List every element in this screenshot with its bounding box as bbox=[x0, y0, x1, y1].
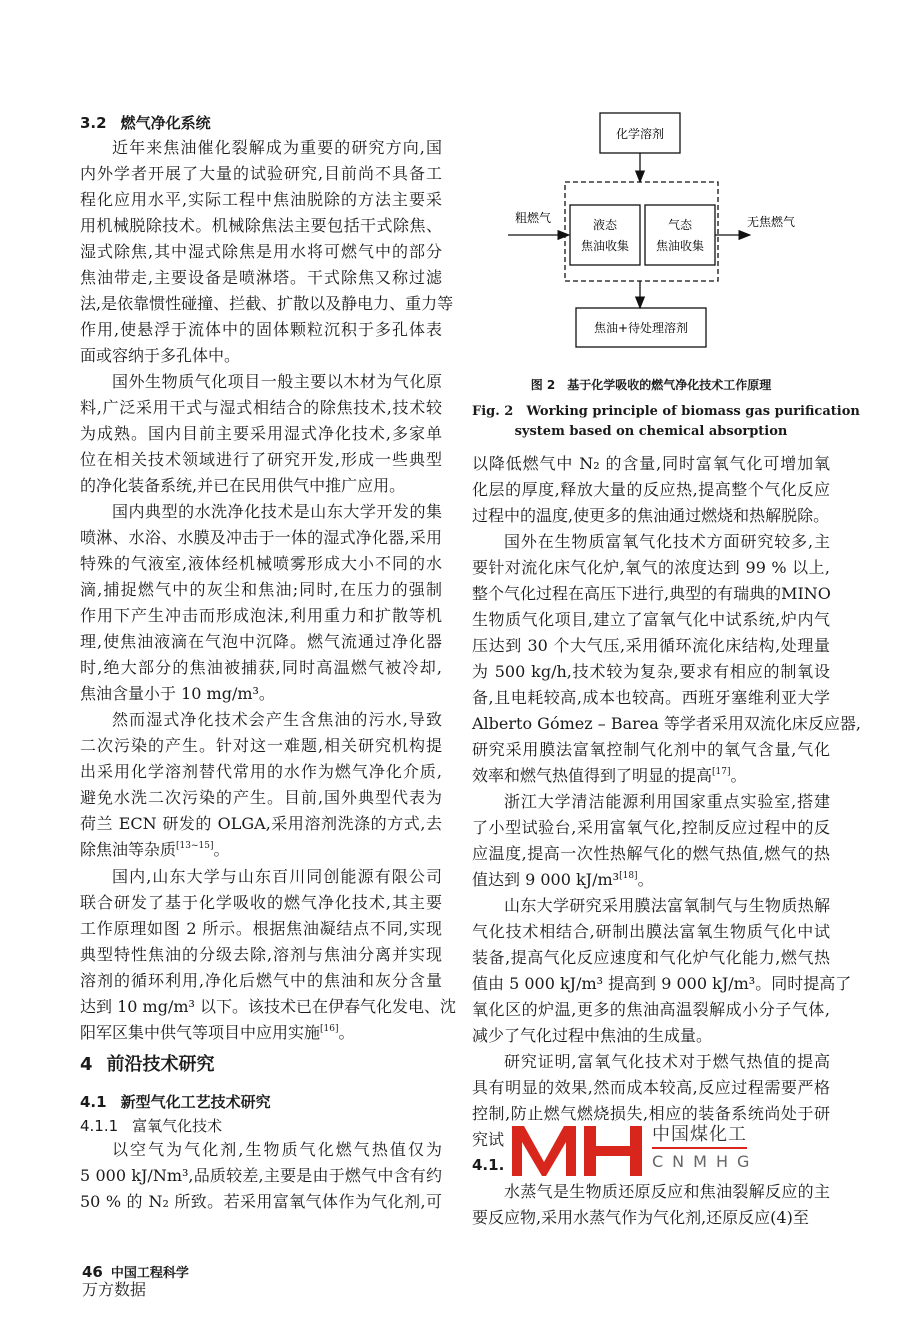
figure-caption-en: system based on chemical absorption bbox=[514, 424, 788, 439]
citation: [17] bbox=[712, 767, 731, 777]
paragraph bbox=[80, 369, 442, 499]
text-line: 整个气化过程在高压下进行,典型的有瑞典的MINO bbox=[472, 584, 831, 603]
text-line: 水蒸气是生物质还原反应和焦油裂解反应的主 bbox=[504, 1182, 830, 1201]
paragraph bbox=[472, 1179, 830, 1231]
text-line: 备,且电耗较高,成本也较高。西班牙塞维利亚大学 bbox=[472, 688, 830, 707]
text-line: 效率和燃气热值得到了明显的提高[17]。 bbox=[472, 766, 747, 785]
text-line: 浙江大学清洁能源利用国家重点实验室,搭建 bbox=[504, 792, 830, 811]
text-line: 作用,使悬浮于流体中的固体颗粒沉积于多孔体表 bbox=[80, 320, 442, 339]
paragraph bbox=[472, 451, 830, 529]
paragraph bbox=[472, 789, 830, 893]
text-line: 焦油含量小于 10 mg/m³。 bbox=[80, 684, 275, 703]
text-line: 要反应物,采用水蒸气作为气化剂,还原反应(4)至 bbox=[472, 1208, 809, 1227]
text-line: 工作原理如图 2 所示。根据焦油凝结点不同,实现 bbox=[80, 919, 442, 938]
section-title: 新型气化工艺技术研究 bbox=[120, 1093, 271, 1111]
citation: [13~15] bbox=[176, 841, 214, 851]
text-line: 5 000 kJ/Nm³,品质较差,主要是由于燃气中含有约 bbox=[80, 1166, 442, 1185]
text-line: 时,绝大部分的焦油被捕获,同时高温燃气被冷却, bbox=[80, 658, 442, 677]
text-line: 除焦油等杂质[13~15]。 bbox=[80, 840, 230, 859]
text-line: 过程中的温度,使更多的焦油通过燃烧和热解脱除。 bbox=[472, 506, 830, 525]
gas-label-2: 焦油收集 bbox=[655, 239, 705, 253]
paragraph bbox=[80, 707, 442, 863]
paragraph bbox=[472, 893, 852, 1049]
solvent-label: 化学溶剂 bbox=[615, 127, 665, 141]
section-heading-4 bbox=[80, 1050, 442, 1076]
text-line: 作用下产生冲击而形成泡沫,利用重力和扩散等机 bbox=[80, 606, 442, 625]
dashed-boundary bbox=[565, 182, 718, 281]
text-line: 出采用化学溶剂替代常用的水作为燃气净化介质, bbox=[80, 762, 442, 781]
text-line: 阳军区集中供气等项目中应用实施[16]。 bbox=[80, 1023, 355, 1042]
text-line: 程化应用水平,实际工程中焦油脱除的方法主要采 bbox=[80, 190, 442, 209]
text-line: 化层的厚度,释放大量的反应热,提高整个气化反应 bbox=[472, 480, 830, 499]
text-line: 国外在生物质富氧气化技术方面研究较多,主 bbox=[504, 532, 830, 551]
watermark-cn-text: 中国煤化工 bbox=[652, 1124, 747, 1149]
text-line: 气化技术相结合,研制出膜法富氧生物质气化中试 bbox=[472, 922, 830, 941]
text-line: 研究证明,富氧气化技术对于燃气热值的提高 bbox=[504, 1052, 830, 1071]
text-line: 理,使焦油液滴在气泡中沉降。燃气流通过净化器 bbox=[80, 632, 442, 651]
text-line: 压达到 30 个大气压,采用循环流化床结构,处理量 bbox=[472, 636, 830, 655]
text-line: 近年来焦油催化裂解成为重要的研究方向,国 bbox=[112, 138, 442, 157]
text-line: 料,广泛采用干式与湿式相结合的除焦技术,技术较 bbox=[80, 398, 442, 417]
citation: [18] bbox=[619, 871, 638, 881]
text-line: 内外学者开展了大量的试验研究,目前尚不具备工 bbox=[80, 164, 442, 183]
source-label: 万方数据 bbox=[82, 1280, 147, 1299]
page-number: 46 bbox=[82, 1263, 103, 1281]
text-line: 为 500 kg/h,技术较为复杂,要求有相应的制氧设 bbox=[472, 662, 830, 681]
text-line: 的净化装备系统,并已在民用供气中推广应用。 bbox=[80, 476, 406, 495]
text-line: 焦油带走,主要设备是喷淋塔。干式除焦又称过滤 bbox=[80, 268, 442, 287]
text-line: 控制,防止燃气燃烧损失,相应的装备系统尚处于研 bbox=[472, 1104, 830, 1123]
text-line: 喷淋、水浴、水膜及冲击于一体的湿式净化器,采用 bbox=[80, 528, 442, 547]
text-line: 特殊的气液室,液体经机械喷雾形成大小不同的水 bbox=[80, 554, 442, 573]
text-line: 究试 bbox=[472, 1130, 505, 1149]
text-line: 国内,山东大学与山东百川同创能源有限公司 bbox=[112, 867, 442, 886]
liquid-tar-box bbox=[570, 205, 640, 265]
page-footer bbox=[82, 1262, 189, 1299]
section-title: 燃气净化系统 bbox=[120, 114, 211, 132]
tar-solvent-label: 焦油+待处理溶剂 bbox=[593, 321, 689, 335]
text-line: 生物质气化项目,建立了富氧气化中试系统,炉内气 bbox=[472, 610, 830, 629]
output-label: 无焦燃气 bbox=[747, 215, 796, 229]
watermark-logo bbox=[512, 1126, 668, 1176]
text-line: 具有明显的效果,然而成本较高,反应过程需要严格 bbox=[472, 1078, 830, 1097]
text-line: Alberto Gómez – Barea 等学者采用双流化床反应器, bbox=[472, 714, 861, 733]
text-line: 国外生物质气化项目一般主要以木材为气化原 bbox=[112, 372, 442, 391]
text-line: 位在相关技术领域进行了研究开发,形成一些典型 bbox=[80, 450, 442, 469]
text-line: 溶剂的循环利用,净化后燃气中的焦油和灰分含量 bbox=[80, 971, 442, 990]
paragraph bbox=[80, 1137, 442, 1215]
section-heading-4-1-1 bbox=[80, 1115, 442, 1136]
section-number: 4.1 bbox=[80, 1093, 107, 1111]
figure-caption-cn: 图 2 基于化学吸收的燃气净化技术工作原理 bbox=[530, 378, 772, 392]
text-line: 法,是依靠惯性碰撞、拦截、扩散以及静电力、重力等 bbox=[80, 294, 454, 313]
section-title: 富氧气化技术 bbox=[132, 1117, 223, 1135]
text-line: 湿式除焦,其中湿式除焦是用水将可燃气中的部分 bbox=[80, 242, 442, 261]
text-line: 研究采用膜法富氧控制气化剂中的氧气含量,气化 bbox=[472, 740, 830, 759]
text-line: 以空气为气化剂,生物质气化燃气热值仅为 bbox=[112, 1140, 442, 1159]
text-line: 荷兰 ECN 研发的 OLGA,采用溶剂洗涤的方式,去 bbox=[80, 814, 442, 833]
figure-caption-en: Fig. 2 Working principle of biomass gas purification bbox=[472, 404, 860, 419]
liquid-label-1: 液态 bbox=[592, 218, 618, 232]
text-line: 典型特性焦油的分级去除,溶剂与焦油分离并实现 bbox=[80, 945, 442, 964]
gas-label-1: 气态 bbox=[667, 218, 693, 232]
input-label: 粗燃气 bbox=[515, 211, 552, 225]
text-line: 50 % 的 N₂ 所致。若采用富氧气体作为气化剂,可 bbox=[80, 1192, 442, 1211]
text-line: 用机械脱除技术。机械除焦法主要包括干式除焦、 bbox=[80, 216, 442, 235]
liquid-label-2: 焦油收集 bbox=[580, 239, 630, 253]
paragraph bbox=[80, 864, 457, 1046]
gas-tar-box bbox=[645, 205, 715, 265]
text-line: 氧化区的炉温,更多的焦油高温裂解成小分子气体, bbox=[472, 1000, 830, 1019]
text-line: 达到 10 mg/m³ 以下。该技术已在伊春气化发电、沈 bbox=[80, 997, 457, 1016]
section-title: 前沿技术研究 bbox=[106, 1054, 215, 1075]
paragraph bbox=[80, 499, 442, 707]
text-line: 要针对流化床气化炉,氧气的浓度达到 99 % 以上, bbox=[472, 558, 830, 577]
watermark-en-text: CNMHG bbox=[652, 1152, 759, 1171]
section-heading-4-1 bbox=[80, 1091, 442, 1112]
text-line: 滴,捕捉燃气中的灰尘和焦油;同时,在压力的强制 bbox=[80, 580, 442, 599]
section-number: 4 bbox=[80, 1054, 93, 1075]
journal-name: 中国工程科学 bbox=[110, 1266, 189, 1281]
text-line: 面或容纳于多孔体中。 bbox=[80, 346, 241, 365]
text-line: 国内典型的水洗净化技术是山东大学开发的集 bbox=[112, 502, 442, 521]
text-line: 值由 5 000 kJ/m³ 提高到 9 000 kJ/m³。同时提高了 bbox=[472, 974, 852, 993]
text-line: 避免水洗二次污染的产生。目前,国外典型代表为 bbox=[80, 788, 442, 807]
flow-diagram bbox=[0, 0, 904, 360]
text-line: 以降低燃气中 N₂ 的含量,同时富氧气化可增加氧 bbox=[472, 454, 830, 473]
text-line: 二次污染的产生。针对这一难题,相关研究机构提 bbox=[80, 736, 442, 755]
paragraph bbox=[472, 529, 861, 789]
text-line: 了小型试验台,采用富氧气化,控制反应过程中的反 bbox=[472, 818, 830, 837]
text-line: 联合研发了基于化学吸收的燃气净化技术,其主要 bbox=[80, 893, 442, 912]
text-line: 减少了气化过程中焦油的生成量。 bbox=[472, 1026, 713, 1045]
section-heading-partial: 4.1. bbox=[472, 1156, 505, 1174]
text-line: 山东大学研究采用膜法富氧制气与生物质热解 bbox=[504, 896, 830, 915]
section-number: 4.1.1 bbox=[80, 1117, 119, 1135]
text-line: 为成熟。国内目前主要采用湿式净化技术,多家单 bbox=[80, 424, 442, 443]
citation: [16] bbox=[320, 1024, 339, 1034]
text-line: 值达到 9 000 kJ/m³[18]。 bbox=[472, 870, 654, 889]
text-line: 装备,提高气化反应速度和气化炉气化能力,燃气热 bbox=[472, 948, 830, 967]
section-number: 3.2 bbox=[80, 114, 107, 132]
text-line: 然而湿式净化技术会产生含焦油的污水,导致 bbox=[112, 710, 442, 729]
text-line: 应温度,提高一次性热解气化的燃气热值,燃气的热 bbox=[472, 844, 830, 863]
